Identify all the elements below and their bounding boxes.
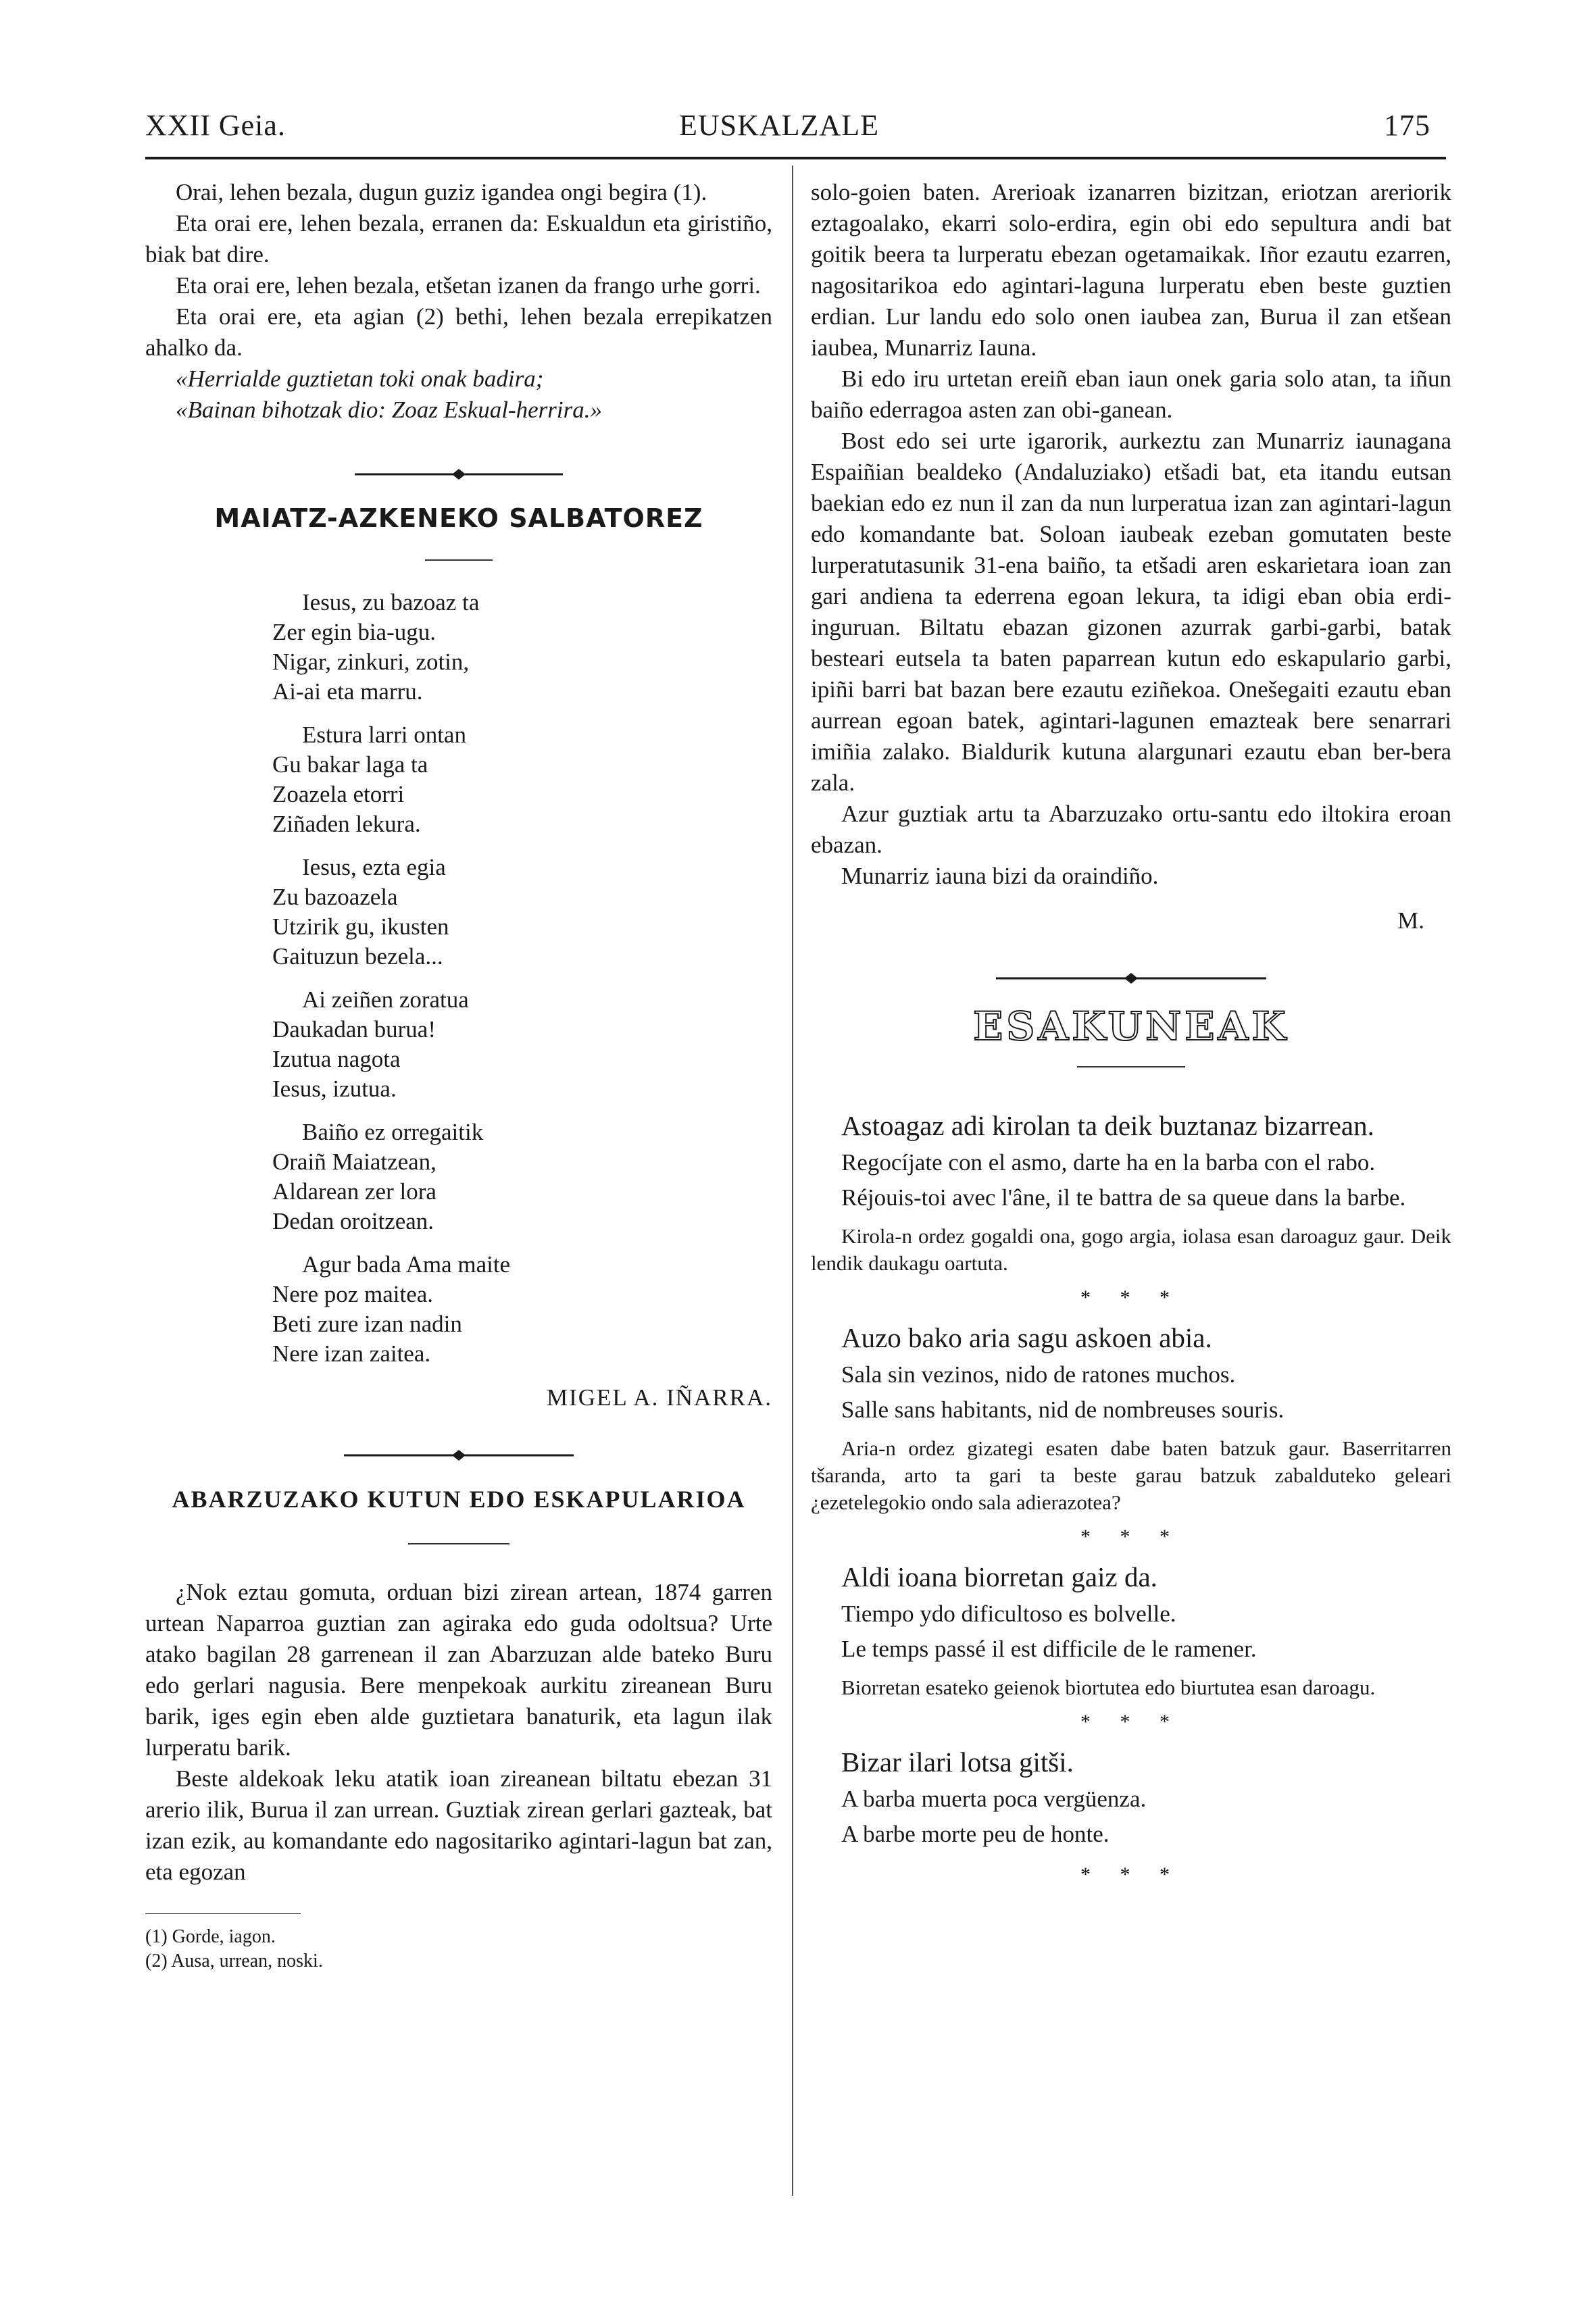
quote-line: «Bainan bihotzak dio: Zoaz Eskual-herrira.»	[176, 397, 602, 423]
proverb-spanish: Tiempo ydo dificultoso es bolvelle.	[841, 1601, 1176, 1627]
proverb-spanish: Sala sin vezinos, nido de ratones muchos.	[841, 1361, 1236, 1388]
verse-line: Gaituzun bezela...	[272, 943, 443, 970]
header-rule	[145, 157, 1446, 159]
paragraph: Orai, lehen bezala, dugun guziz igandea ongi begira (1).	[176, 179, 707, 205]
poem-signature: MIGEL A. IÑARRA.	[546, 1384, 772, 1411]
proverb-note: Biorretan esateko geienok biortutea edo biurtutea esan daroagu.	[841, 1676, 1376, 1699]
stanza	[272, 720, 772, 839]
proverb-basque: Aldi ioana biorretan gaiz da.	[841, 1561, 1157, 1592]
paragraph: Bost edo sei urte igarorik, aurkeztu zan Munarriz iaunagana Espaiñian bealdeko (Andaluziako) etšadi bat, eta itandu eutsan baekian edo ez nun il zan da nun lurperatua izan zan agintari-lagun edo komandante bat. Soloan iaubeak ezeban gomutaten beste lurperatutasunik 31-ena baiño, ta etšadi aren eskarietara ioan zan gari andiena ta ederrena egoan lekura, ta idigi eban obia erdi-inguruan. Biltatu ebazan gizonen azurrak garbi-garbi, batak besteari eutsela ta baten paparrean kutun edo eskapulario garbi, ipiñi barri bat bazan bere ezautu eziñekoa. Onešegaiti ezautu eban aurrean egoan batek, agintari-lagunen emazteak bere senarrari imiñia zalako. Bialdurik kutuna alargunari ezautu eban ber-bera zala.	[811, 428, 1451, 796]
quote-line: «Herrialde guztietan toki onak badira;	[176, 366, 544, 392]
verse-line: Ai zeiñen zoratua	[302, 986, 469, 1013]
verse-line: Aldarean zer lora	[272, 1178, 437, 1205]
verse-line: Gu bakar laga ta	[272, 751, 428, 778]
paragraph: Eta orai ere, eta agian (2) bethi, lehen bezala errepikatzen ahalko da.	[145, 303, 772, 361]
verse-line: Ai-ai eta marru.	[272, 678, 423, 705]
stanza	[272, 985, 772, 1104]
ornament-divider	[145, 466, 772, 482]
article-signature: M.	[1397, 907, 1424, 934]
running-head-left: XXII Geia.	[145, 109, 286, 142]
verse-line: Oraiñ Maiatzean,	[272, 1149, 437, 1175]
paragraph: Munarriz iauna bizi da oraindiño.	[841, 863, 1159, 889]
verse-line: Baiño ez orregaitik	[302, 1119, 484, 1145]
verse-line: Daukadan burua!	[272, 1016, 436, 1042]
verse-line: Ziñaden lekura.	[272, 811, 421, 837]
verse-line: Dedan oroitzean.	[272, 1208, 434, 1234]
proverb-note: Kirola-n ordez gogaldi ona, gogo argia, iolasa esan daroaguz gaur. Deik lendik daukagu oartuta.	[811, 1224, 1451, 1275]
verse-line: Nere izan zaitea.	[272, 1340, 431, 1367]
article-title: ABARZUZAKO KUTUN EDO ESKAPULARIOA	[172, 1486, 746, 1513]
proverb-french: Salle sans habitants, nid de nombreuses souris.	[841, 1397, 1285, 1423]
ornament-divider	[811, 970, 1451, 986]
ornament-divider	[145, 1447, 772, 1463]
verse-line: Zu bazoazela	[272, 884, 398, 910]
verse-line: Izutua nagota	[272, 1046, 401, 1072]
proverb-french: Réjouis-toi avec l'âne, il te battra de sa queue dans la barbe.	[841, 1184, 1406, 1211]
proverb	[811, 1108, 1451, 1313]
paragraph: Eta orai ere, lehen bezala, etšetan izanen da frango urhe gorri.	[176, 272, 761, 299]
proverb-basque: Bizar ilari lotsa gitši.	[841, 1746, 1074, 1778]
column-divider	[792, 166, 793, 2196]
proverb-french: Le temps passé il est difficile de le ramener.	[841, 1636, 1257, 1662]
stanza	[272, 1250, 772, 1369]
proverb-basque: Auzo bako aria sagu askoen abia.	[841, 1322, 1212, 1353]
verse-line: Zoazela etorri	[272, 781, 405, 807]
verse-line: Iesus, izutua.	[272, 1076, 397, 1102]
proverb-spanish: Regocíjate con el asmo, darte ha en la barba con el rabo.	[841, 1149, 1376, 1176]
proverb-note: Aria-n ordez gizategi esaten dabe baten batzuk gaur. Baserritarren tšaranda, arto ta gari ta beste garau batzuk zabalduteko geleari ¿ezetelegokio ondo sala adierazotea?	[811, 1436, 1451, 1514]
footnote: (2) Ausa, urrean, noski.	[145, 1951, 323, 1971]
stanza	[272, 853, 772, 972]
footnote: (1) Gorde, iagon.	[145, 1926, 276, 1947]
short-rule	[425, 559, 493, 561]
verse-line: Utzirik gu, ikusten	[272, 913, 449, 940]
paragraph: Beste aldekoak leku atatik ioan zireanean biltatu ebezan 31 arerio ilik, Burua il zan urrean. Guztiak zirean gerlari gazteak, bat izan ezik, au komandante edo nagositariko agintari-lagun bat zan, eta egozan	[145, 1765, 772, 1885]
verse-line: Estura larri ontan	[302, 722, 466, 748]
stanza	[272, 1117, 772, 1236]
verse-line: Agur bada Ama maite	[302, 1251, 511, 1278]
proverb-french: A barbe morte peu de honte.	[841, 1821, 1109, 1847]
stars-separator: * * *	[1080, 1711, 1182, 1733]
right-column	[811, 177, 1451, 1890]
proverb-spanish: A barba muerta poca vergüenza.	[841, 1786, 1147, 1812]
left-column	[145, 177, 772, 1973]
short-rule	[1077, 1066, 1185, 1067]
verse-line: Zer egin bia-ugu.	[272, 619, 436, 645]
proverb	[811, 1320, 1451, 1553]
paragraph: solo-goien baten. Arerioak izanarren bizitzan, eriotzan areriorik eztagoalako, ekarri solo-erdira, egin obi edo sepultura andi bat goitik beera ta lurperatu ebezan ogetamaikak. Iñor ezautu ezarren, nagositarikoa edo agintari-laguna lurperatu eben beste guztien erdian. Lur landu edo solo onen iaubea zan, Burua il zan etšean iaubea, Munarriz Iauna.	[811, 179, 1451, 361]
paragraph: Bi edo iru urtetan ereiñ eban iaun onek garia solo atan, ta iñun baiño ederragoa asten zan obi-ganean.	[811, 366, 1451, 423]
stars-separator: * * *	[1080, 1526, 1182, 1548]
proverb	[811, 1744, 1451, 1890]
footnote-rule	[145, 1913, 301, 1914]
proverb	[811, 1559, 1451, 1738]
poem	[145, 588, 772, 1369]
verse-line: Nigar, zinkuri, zotin,	[272, 649, 470, 675]
stars-separator: * * *	[1080, 1863, 1182, 1886]
paragraph: ¿Nok eztau gomuta, orduan bizi zirean artean, 1874 garren urtean Naparroa guztian zan agiraka edo guda odoltsua? Urte atako bagilan 28 garrenean il zan Abarzuzan alde bateko Buru edo gerlari nagusia. Bere menpekoak aurkitu zireanean Buru barik, iges egin eben alde guztietara banaturik, eta lagun ilak lurperatu barik.	[145, 1579, 772, 1761]
paragraph: Azur guztiak artu ta Abarzuzako ortu-santu edo iltokira eroan ebazan.	[811, 801, 1451, 858]
stars-separator: * * *	[1080, 1286, 1182, 1309]
poem-title: MAIATZ-AZKENEKO SALBATOREZ	[214, 503, 703, 533]
verse-line: Beti zure izan nadin	[272, 1311, 462, 1337]
section-title: ESAKUNEAK	[973, 1003, 1289, 1049]
journal-title: EUSKALZALE	[679, 109, 879, 142]
proverb-basque: Astoagaz adi kirolan ta deik buztanaz bizarrean.	[841, 1110, 1374, 1141]
verse-line: Nere poz maitea.	[272, 1281, 434, 1307]
stanza	[272, 588, 772, 707]
short-rule	[408, 1543, 509, 1544]
page-number: 175	[1384, 109, 1430, 142]
verse-line: Iesus, zu bazoaz ta	[302, 589, 480, 615]
paragraph: Eta orai ere, lehen bezala, erranen da: Eskualdun eta giristiño, biak bat dire.	[145, 210, 772, 268]
verse-line: Iesus, ezta egia	[302, 854, 446, 880]
